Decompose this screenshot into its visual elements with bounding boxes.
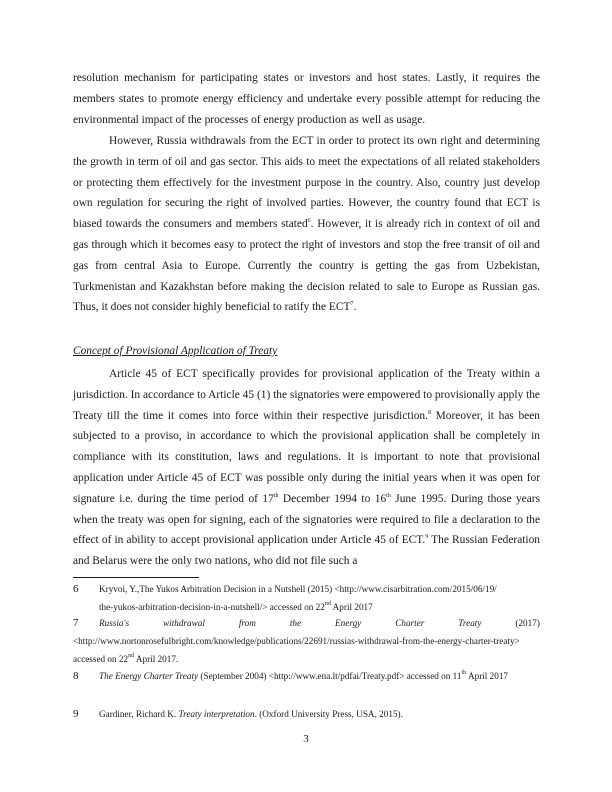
footnote-ref-8[interactable]: 8 xyxy=(427,409,431,416)
footnote-7-text-b: <http://www.nortonrosefulbright.com/knowledge/publications/22691/russias-withdrawal-from-the-energy-charter-treaty> accessed on 22 xyxy=(73,636,520,664)
footnote-6-text-a: Kryvoi, Y.,The Yukos Arbitration Decision in a Nutshell (2015) <http://www.cisarbitration.com/2015/06/19/ xyxy=(99,584,497,594)
footnote-divider xyxy=(73,577,199,578)
footnote-7-word: the xyxy=(289,618,302,628)
page-number: 3 xyxy=(303,733,309,745)
paragraph-2 xyxy=(73,131,540,318)
footnote-6 xyxy=(73,580,540,616)
footnote-7-word: Russia's xyxy=(99,618,130,628)
footnote-8-text xyxy=(73,667,540,685)
paragraph-2-part-a: However, Russia withdrawals from the ECT in order to protect its own right and determining the growth in term of oil and gas sector. This aids to meet the expectations of all related stakeholders or protecting them effectively for the investment purpose in the country. Also, country just develop own regulation for securing the right of involved parties. However, the country found that ECT is biased towards the consumers and members stated xyxy=(73,135,540,231)
footnote-ref-9[interactable]: 9 xyxy=(425,534,429,541)
footnote-7-text-c: April 2017. xyxy=(134,654,179,664)
footnote-9-title: Treaty interpretation xyxy=(178,709,255,719)
footnote-8 xyxy=(73,667,540,685)
ordinal-suffix: th xyxy=(461,670,467,676)
footnote-7-word: Treaty xyxy=(458,618,482,628)
paragraph-3-text xyxy=(73,364,540,572)
footnote-9 xyxy=(73,705,540,723)
paragraph-1 xyxy=(73,68,540,130)
paragraph-3-part-e: The Russian Federation and Belarus were the only two nations, who did not file such a xyxy=(73,534,540,568)
footnote-7-word: from xyxy=(238,618,256,628)
footnote-9-text xyxy=(73,705,540,723)
footnote-9-text-a: Gardiner, Richard K. xyxy=(99,709,179,719)
footnote-6-text-b: the-yukos-arbitration-decision-in-a-nutshell/> accessed on 22 xyxy=(99,602,325,612)
footnote-8-body: (September 2004) <http://www.ena.lt/pdfai/Treaty.pdf> accessed on 11 xyxy=(198,671,462,681)
section-heading: Concept of Provisional Application of Treaty xyxy=(73,345,278,357)
footnote-7-line-2 xyxy=(73,632,540,668)
footnote-number: 7 xyxy=(73,617,79,629)
paragraph-2-part-b: . However, it is already rich in context of oil and gas through which it becomes easy to protect the right of investors and stop the free transit of oil and gas from central Asia to Europe. Currently the country is getting the gas from Uzbekistan, Turkmenistan and Kazakhstan before making the decision related to sale to Europe as Russian gas. Thus, it does not consider highly beneficial to ratify the ECT xyxy=(73,218,540,314)
paragraph-3-part-a: Article 45 of ECT specifically provides for provisional application of the Treaty within a jurisdiction. In accordance to Article 45 (1) the signatories were empowered to provisionally apply the Treaty till the time it comes into force within their respective jurisdiction. xyxy=(73,368,540,422)
footnote-6-text-c: April 2017 xyxy=(330,602,373,612)
footnote-8-title: The Energy Charter Treaty xyxy=(99,671,199,681)
footnote-ref-7[interactable]: 7 xyxy=(350,301,354,308)
footnote-number: 6 xyxy=(73,583,79,595)
paragraph-3-part-d: June 1995. During those years when the treaty was open for signing, each of the signatories were required to file a declaration to the effect of in ability to accept provisional application under Article 45 of ECT. xyxy=(73,492,540,547)
footnote-ref-6[interactable]: 6 xyxy=(307,218,311,225)
paragraph-2-part-c: . xyxy=(353,301,357,314)
ordinal-suffix: nd xyxy=(324,601,331,607)
ordinal-suffix: th xyxy=(273,492,279,499)
paragraph-3 xyxy=(73,364,540,572)
footnote-7-word: Energy xyxy=(335,618,362,628)
footnote-9-text-b: . (Oxford University Press, USA, 2015). xyxy=(254,709,403,719)
footnote-8-text-c: April 2017 xyxy=(466,671,509,681)
footnote-7 xyxy=(73,614,540,668)
paragraph-2-text xyxy=(73,131,540,318)
footnote-number: 9 xyxy=(73,708,79,720)
ordinal-suffix: th xyxy=(386,492,391,499)
footnote-7-year: (2017) xyxy=(515,618,540,628)
footnote-7-word: withdrawal xyxy=(163,618,205,628)
paragraph-1-text: resolution mechanism for participating states or investors and host states. Lastly, it requires the members states to promote energy efficiency and undertake every possible attempt for reducing the environmental impact of the processes of energy production as well as usage. xyxy=(73,72,540,126)
footnote-7-line-1 xyxy=(73,614,540,632)
ordinal-suffix: nd xyxy=(128,653,135,659)
footnote-6-line-1 xyxy=(73,580,540,598)
paragraph-3-part-c: December 1994 to 16 xyxy=(278,492,387,505)
paragraph-3-part-b: Moreover, it has been subjected to a proviso, in accordance to which the provisional application shall be completely in compliance with its constitution, laws and regulations. It is important to note that provisional application under Article 45 of ECT was possible only during the initial years when it was open for signature i.e. during the time period of 17 xyxy=(73,409,540,505)
footnote-number: 8 xyxy=(73,670,79,682)
footnote-7-word: Charter xyxy=(395,618,425,628)
